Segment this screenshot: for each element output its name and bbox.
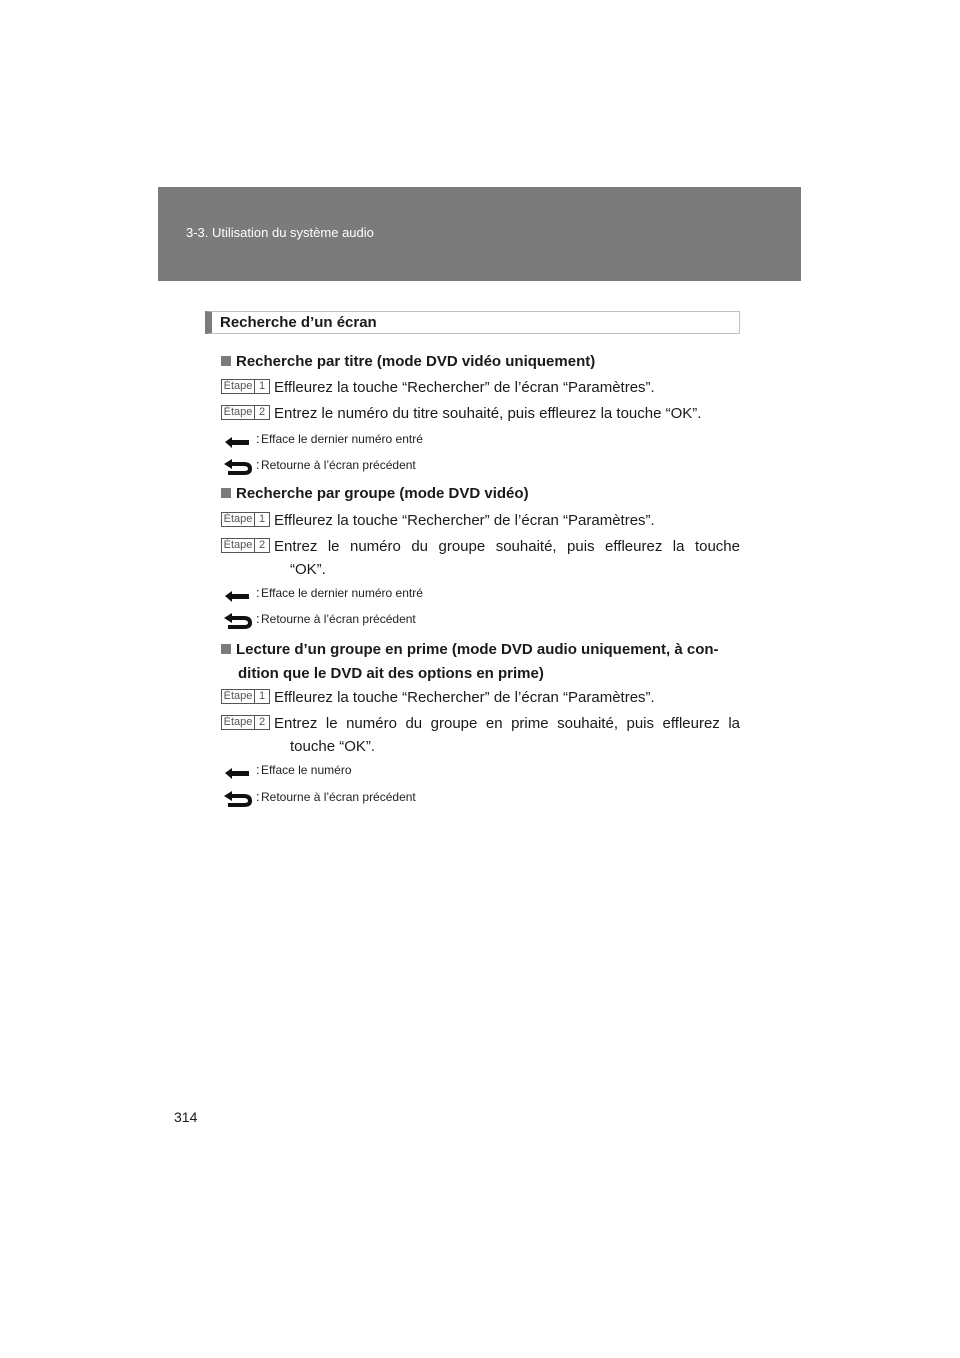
note-text: Retourne à l’écran précédent (261, 790, 416, 804)
square-bullet-icon (221, 356, 231, 366)
backspace-icon (222, 760, 252, 782)
step-1 (221, 686, 740, 709)
chapter-header (158, 187, 801, 281)
return-icon (222, 787, 254, 809)
step-text: Entrez le numéro du groupe souhaité, puis effleurez la touche “OK”. (274, 538, 740, 578)
square-bullet-icon (221, 644, 231, 654)
note-text: Efface le dernier numéro entré (261, 432, 423, 446)
chapter-label: 3-3. Utilisation du système audio (186, 225, 374, 240)
square-bullet-icon (221, 488, 231, 498)
step-1 (221, 509, 740, 532)
section-heading (205, 311, 740, 334)
step-badge: Étape 1 (221, 379, 270, 394)
note-text: Retourne à l’écran précédent (261, 612, 416, 626)
step-badge: Étape 1 (221, 512, 270, 527)
note-text: Retourne à l’écran précédent (261, 458, 416, 472)
note-text: Efface le numéro (261, 763, 352, 777)
section-title: Recherche d’un écran (220, 314, 377, 331)
backspace-icon (222, 429, 252, 451)
subheading-group-search: Recherche par groupe (mode DVD vidéo) (221, 482, 741, 506)
subheading-bonus-group: Lecture d’un groupe en prime (mode DVD audio uniquement, à con- dition que le DVD ait des options en prime) (221, 638, 741, 686)
step-badge: Étape 2 (221, 715, 270, 730)
step-badge: Étape 2 (221, 538, 270, 553)
step-badge: Étape 1 (221, 689, 270, 704)
step-text: Effleurez la touche “Rechercher” de l’écran “Paramètres”. (274, 512, 655, 529)
step-badge: Étape 2 (221, 405, 270, 420)
note-text: Efface le dernier numéro entré (261, 586, 423, 600)
step-1 (221, 376, 740, 399)
step-text: Effleurez la touche “Rechercher” de l’écran “Paramètres”. (274, 689, 655, 706)
step-text: Effleurez la touche “Rechercher” de l’écran “Paramètres”. (274, 379, 655, 396)
step-2 (221, 535, 740, 581)
backspace-icon (222, 583, 252, 605)
return-icon (222, 609, 254, 631)
subheading-title-search: Recherche par titre (mode DVD vidéo uniquement) (221, 350, 741, 374)
step-text: Entrez le numéro du titre souhaité, puis effleurez la touche “OK”. (274, 405, 702, 422)
page-number: 314 (174, 1109, 198, 1125)
step-2 (221, 402, 740, 425)
return-icon (222, 455, 254, 477)
step-text: Entrez le numéro du groupe en prime souhaité, puis effleurez la touche “OK”. (274, 715, 740, 755)
step-2 (221, 712, 740, 758)
